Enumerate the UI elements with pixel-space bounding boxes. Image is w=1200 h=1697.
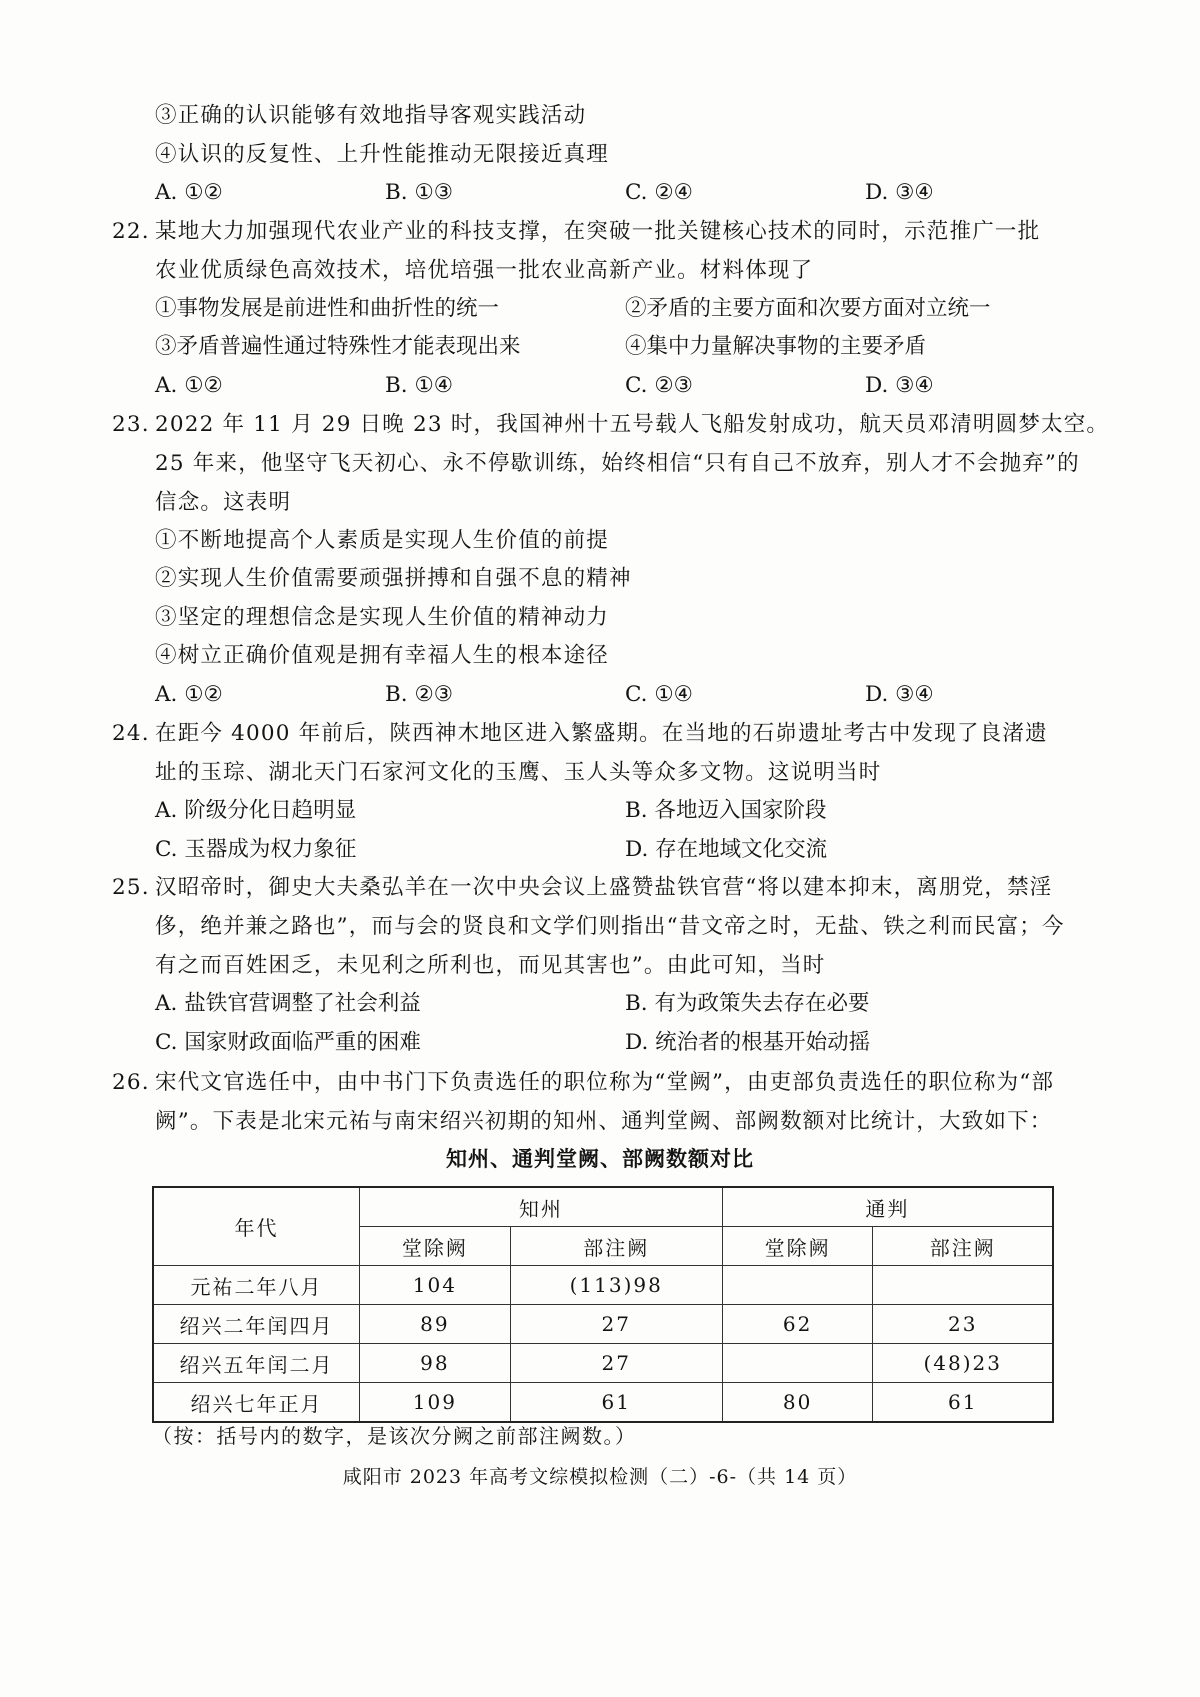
q22-statements-row-1 <box>155 293 1085 325</box>
option-a[interactable]: A. 阶级分化日趋明显 <box>155 798 357 823</box>
q25-options-row-1 <box>155 988 1085 1020</box>
q23-stem-line-1: 23. 2022 年 11 月 29 日晚 23 时，我国神州十五号载人飞船发射成功，航天员邓清明圆梦太空。 <box>155 409 1109 441</box>
table-header-zhizhou: 知州 <box>360 1187 723 1227</box>
table-subheader: 部注阙 <box>873 1227 1053 1266</box>
table-cell: 23 <box>873 1305 1053 1344</box>
table-cell: 27 <box>510 1344 722 1383</box>
q26-stem-line-2: 阙”。下表是北宋元祐与南宋绍兴初期的知州、通判堂阙、部阙数额对比统计，大致如下： <box>155 1109 1053 1134</box>
option-d[interactable]: D. 存在地域文化交流 <box>625 837 828 862</box>
table-cell: (48)23 <box>873 1344 1053 1383</box>
q22-statement-4: ④集中力量解决事物的主要矛盾 <box>625 334 927 359</box>
question-number: 26. <box>112 1070 150 1095</box>
q21-statement-4: ④认识的反复性、上升性能推动无限接近真理 <box>155 142 610 167</box>
table-note: （按：括号内的数字，是该次分阙之前部注阙数。） <box>152 1424 637 1448</box>
option-d[interactable]: D. ③④ <box>865 682 934 707</box>
table-cell: 109 <box>360 1383 511 1423</box>
q22-stem-line-2: 农业优质绿色高效技术，培优培强一批农业高新产业。材料体现了 <box>155 258 814 283</box>
option-d[interactable]: D. 统治者的根基开始动摇 <box>625 1030 871 1055</box>
option-b[interactable]: B. ①④ <box>385 373 454 398</box>
table-cell: (113)98 <box>510 1266 722 1305</box>
comparison-table <box>152 1186 1054 1423</box>
q23-statement-1: ①不断地提高个人素质是实现人生价值的前提 <box>155 528 610 553</box>
table-header-era: 年代 <box>153 1187 360 1266</box>
option-d[interactable]: D. ③④ <box>865 373 934 398</box>
table-cell: 89 <box>360 1305 511 1344</box>
option-b[interactable]: B. 各地迈入国家阶段 <box>625 798 827 823</box>
table-row <box>153 1305 1053 1344</box>
q23-statement-4: ④树立正确价值观是拥有幸福人生的根本途径 <box>155 643 610 668</box>
table-subheader: 部注阙 <box>510 1227 722 1266</box>
table-cell: 61 <box>510 1383 722 1423</box>
option-c[interactable]: C. 国家财政面临严重的困难 <box>155 1030 421 1055</box>
table-cell: 62 <box>722 1305 873 1344</box>
option-a[interactable]: A. ①② <box>155 180 223 205</box>
option-a[interactable]: A. 盐铁官营调整了社会利益 <box>155 991 421 1016</box>
question-number: 22. <box>112 219 150 244</box>
table-cell: 27 <box>510 1305 722 1344</box>
option-a[interactable]: A. ①② <box>155 682 223 707</box>
table-header-tongpan: 通判 <box>722 1187 1053 1227</box>
q22-options <box>155 370 1085 402</box>
table-cell: 80 <box>722 1383 873 1423</box>
q24-options-row-1 <box>155 795 1085 827</box>
table-cell: 104 <box>360 1266 511 1305</box>
table-row <box>153 1266 1053 1305</box>
q22-statement-1: ①事物发展是前进性和曲折性的统一 <box>155 296 500 321</box>
q21-statement-3: ③正确的认识能够有效地指导客观实践活动 <box>155 103 587 128</box>
table-subheader: 堂除阙 <box>360 1227 511 1266</box>
question-number: 25. <box>112 875 150 900</box>
question-number: 23. <box>112 412 150 437</box>
q23-stem-line-2: 25 年来，他坚守飞天初心、永不停歇训练，始终相信“只有自己不放弃，别人才不会抛弃”的 <box>155 451 1080 476</box>
option-d[interactable]: D. ③④ <box>865 180 934 205</box>
table-cell <box>722 1266 873 1305</box>
q22-statement-3: ③矛盾普遍性通过特殊性才能表现出来 <box>155 334 521 359</box>
option-a[interactable]: A. ①② <box>155 373 223 398</box>
q22-stem-line-1: 22. 某地大力加强现代农业产业的科技支撑，在突破一批关键核心技术的同时，示范推广一批 <box>155 216 1040 248</box>
option-c[interactable]: C. 玉器成为权力象征 <box>155 837 357 862</box>
table-cell: 98 <box>360 1344 511 1383</box>
table-cell-era: 元祐二年八月 <box>153 1266 360 1305</box>
option-c[interactable]: C. ②④ <box>625 180 693 205</box>
table-cell-era: 绍兴五年闰二月 <box>153 1344 360 1383</box>
q25-stem-line-3: 有之而百姓困乏，未见利之所利也，而见其害也”。由此可知，当时 <box>155 953 826 978</box>
q26-stem-line-1: 26. 宋代文官选任中，由中书门下负责选任的职位称为“堂阙”，由吏部负责选任的职位称为“部 <box>155 1067 1054 1099</box>
question-number: 24. <box>112 721 150 746</box>
table-cell-era: 绍兴七年正月 <box>153 1383 360 1423</box>
q25-stem-line-2: 侈，绝并兼之路也”，而与会的贤良和文学们则指出“昔文帝之时，无盐、铁之利而民富；今 <box>155 914 1065 939</box>
q23-stem-line-3: 信念。这表明 <box>155 490 292 515</box>
q24-stem-line-2: 址的玉琮、湖北天门石家河文化的玉鹰、玉人头等众多文物。这说明当时 <box>155 760 882 785</box>
option-c[interactable]: C. ①④ <box>625 682 693 707</box>
table-cell <box>873 1266 1053 1305</box>
option-b[interactable]: B. ①③ <box>385 180 454 205</box>
q22-statements-row-2 <box>155 331 1085 363</box>
q21-options <box>155 177 1085 209</box>
table-row <box>153 1383 1053 1423</box>
table-cell <box>722 1344 873 1383</box>
q25-stem-line-1: 25. 汉昭帝时，御史大夫桑弘羊在一次中央会议上盛赞盐铁官营“将以建本抑末，离朋党，禁淫 <box>155 872 1053 904</box>
option-b[interactable]: B. ②③ <box>385 682 454 707</box>
q23-options <box>155 679 1085 711</box>
page-footer: 咸阳市 2023 年高考文综模拟检测（二）-6-（共 14 页） <box>342 1466 858 1488</box>
q25-options-row-2 <box>155 1027 1085 1059</box>
option-b[interactable]: B. 有为政策失去存在必要 <box>625 991 870 1016</box>
table-subheader: 堂除阙 <box>722 1227 873 1266</box>
table-cell-era: 绍兴二年闰四月 <box>153 1305 360 1344</box>
q23-statement-2: ②实现人生价值需要顽强拼搏和自强不息的精神 <box>155 566 632 591</box>
table-row <box>153 1344 1053 1383</box>
q24-options-row-2 <box>155 834 1085 866</box>
option-c[interactable]: C. ②③ <box>625 373 693 398</box>
q23-statement-3: ③坚定的理想信念是实现人生价值的精神动力 <box>155 605 610 630</box>
q22-statement-2: ②矛盾的主要方面和次要方面对立统一 <box>625 296 991 321</box>
q24-stem-line-1: 24. 在距今 4000 年前后，陕西神木地区进入繁盛期。在当地的石峁遗址考古中发现了良渚遗 <box>155 718 1048 750</box>
table-cell: 61 <box>873 1383 1053 1423</box>
table-title: 知州、通判堂阙、部阙数额对比 <box>446 1147 754 1171</box>
